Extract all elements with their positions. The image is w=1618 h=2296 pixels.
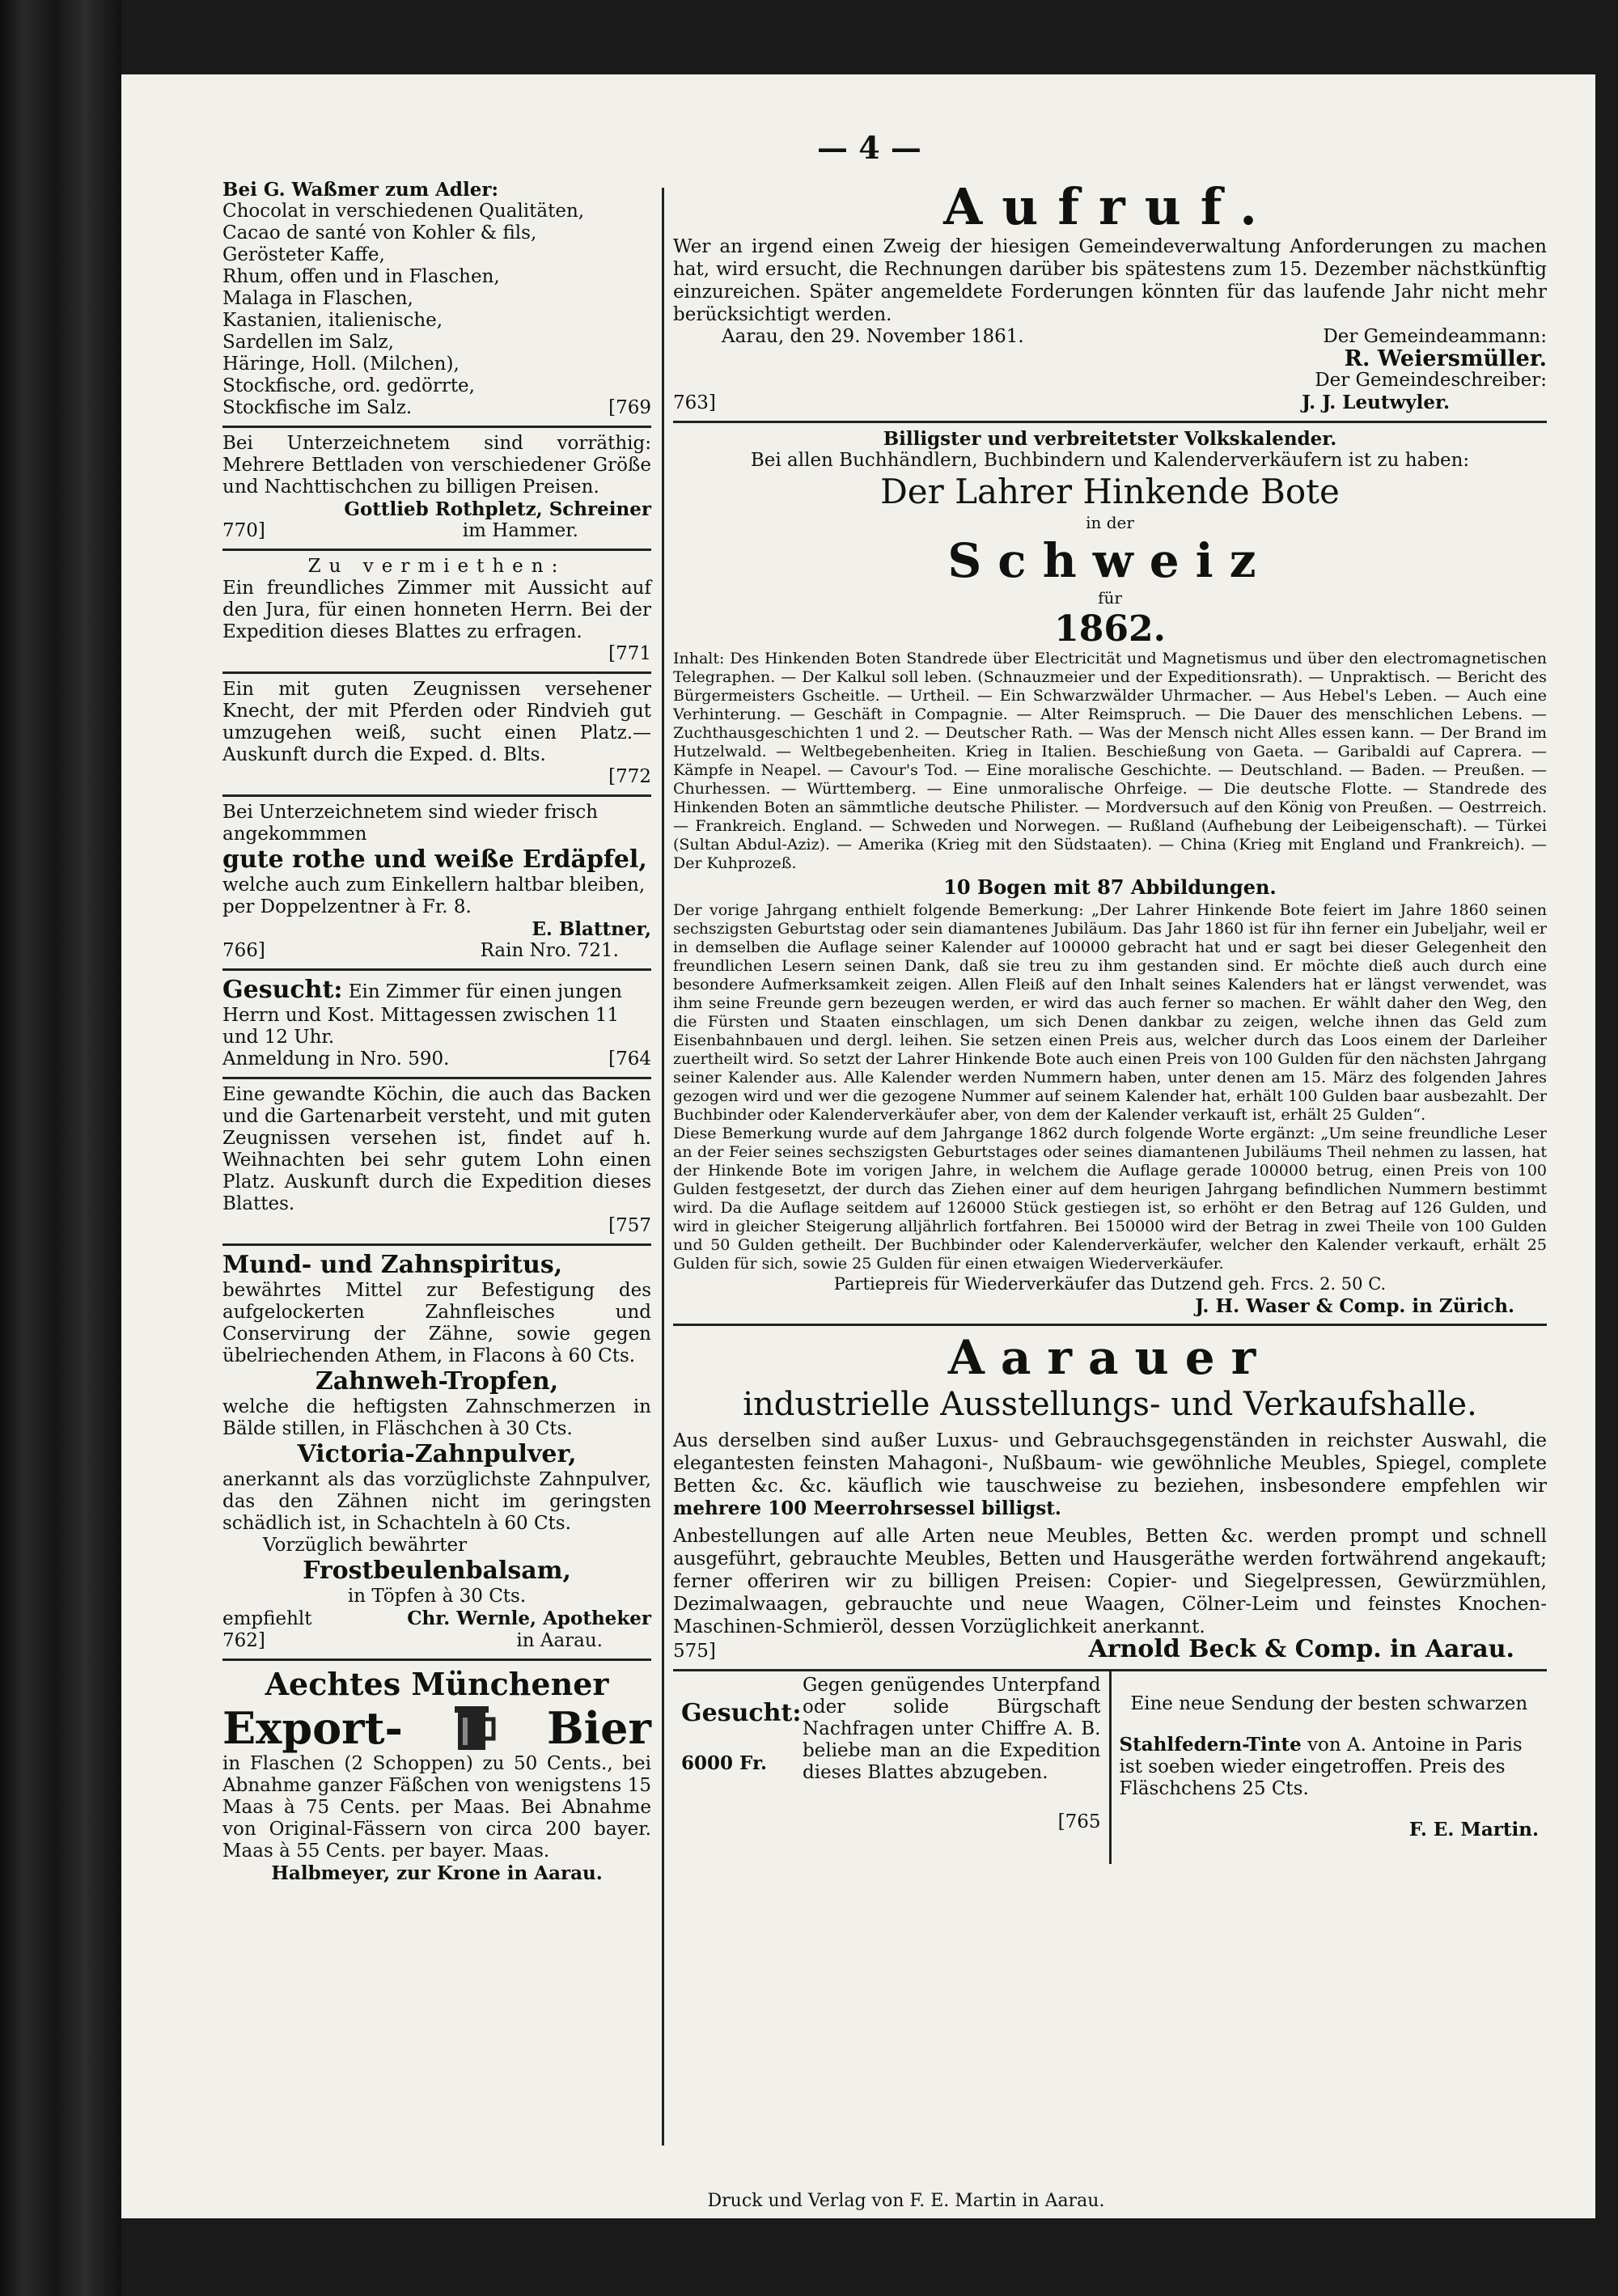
ad-erdaepfel <box>222 797 651 971</box>
kalender-title: Schweiz <box>947 533 1273 588</box>
ad-line: Kastanien, italienische, <box>222 310 443 331</box>
ad-text: bewährtes Mittel zur Befestigung des aufgelockerten Zahnfleisches und Conservirung der Zähne, sowie gegen übelriechenden Athem, in Flacons à 60 Cts. <box>222 1280 651 1366</box>
ad-text: Bei Unterzeichnetem sind wieder frisch angekommmen <box>222 802 599 845</box>
ad-signature: Halbmeyer, zur Krone in Aarau. <box>271 1862 603 1884</box>
ad-place: in Aarau. <box>516 1630 603 1651</box>
ad-signature: E. Blattner, <box>532 918 651 940</box>
ad-title: Bier <box>547 1702 651 1754</box>
ad-line: Chocolat in verschiedenen Qualitäten, <box>222 201 585 222</box>
ad-line: Rhum, offen und in Flaschen, <box>222 266 500 287</box>
ad-number: 575] <box>673 1641 716 1662</box>
ad-number: [764 <box>608 1048 651 1070</box>
ad-text: Bei Unterzeichnetem sind vorräthig: Mehrere Bettladen von verschiedener Größe und Nachttischchen zu billigen Preisen. <box>222 433 651 498</box>
ad-line: Stockfische im Salz. <box>222 397 413 418</box>
right-column <box>673 174 1547 1864</box>
ad-bettladen <box>222 428 651 551</box>
ad-text: Vorzüglich bewährter <box>263 1535 468 1556</box>
ad-text: Anmeldung in Nro. 590. <box>222 1048 450 1070</box>
ad-highlight: Stahlfedern-Tinte <box>1119 1734 1302 1756</box>
kalender-in-der: in der <box>1086 513 1134 532</box>
ad-tinte <box>1109 1671 1548 1864</box>
ad-line: Malaga in Flaschen, <box>222 288 413 309</box>
aarauer-text: Anbestellungen auf alle Arten neue Meubles, Betten &c. werden prompt und schnell ausgeführt, gebrauchte Meubles, Betten und Hausgeräthe werden fortwährend angekauft; ferner offeriren wir zu billigen Preisen: Copier- und Siegelpressen, Gewürzmühlen, Dezimalwaagen, gebrauchte und neue Waagen, Cölner-Leim und feinstes Knochen-Maschinen-Schmieröl, dessen Vorzüglichkeit anerkannt. <box>673 1526 1547 1637</box>
kalender-fuer: für <box>1098 588 1122 608</box>
kalender-tagline: Billigster und verbreitetster Volkskalender. <box>883 428 1337 450</box>
ad-text: von A. Antoine in Paris ist soeben wieder eingetroffen. Preis des Fläschchens 25 Cts. <box>1119 1735 1523 1799</box>
ad-line: Gerösteter Kaffe, <box>222 244 385 265</box>
kalender-year: 1862. <box>1054 608 1166 650</box>
ad-number: 770] <box>222 520 265 541</box>
aufruf-name: R. Weiersmüller. <box>1344 346 1547 371</box>
kalender-sheets: 10 Bogen mit 87 Abbildungen. <box>943 875 1277 899</box>
ad-headline: gute rothe und weiße Erdäpfel, <box>222 845 647 874</box>
ad-number: [771 <box>608 643 651 664</box>
ad-number: 762] <box>222 1630 265 1651</box>
ad-signature: F. E. Martin. <box>1408 1819 1539 1841</box>
kalender-paragraph: Der vorige Jahrgang enthielt folgende Bemerkung: „Der Lahrer Hinkende Bote feiert im Jahre 1860 seinen sechszigsten Geburtstag oder sein diamantenes Jubiläum. Das Jahr 1860 ist für ihn ferner ein Jubeljahr, weil er in demselben die Auflage seiner Kalender auf 100000 gebracht hat und er sagt bei dieser Gelegenheit den freundlichen Lesern seinen Dank, daß sie treu zu ihm gestanden sind. Er möchte dieß auch durch eine besondere Aufmerksamkeit zeigen. Allen Fleiß auf den Inhalt seines Kalenders hat er längst verwendet, was ihm seine Freunde gern bezeugen werden, er wird das auch ferner so machen. Er wählt daher den Weg, den die Fürsten und Staaten einschlagen, um sich Denen dankbar zu zeigen, welche ihnen das Geld zum Eisenbahnbauen und dergl. leihen. Sie setzen einen Preis aus, welcher durch das Loos einem der Darleiher zuertheilt wird. So setzt der Lahrer Hinkende Bote auch einen Preis von 100 Gulden für den nächsten Jahrgang seiner Kalender aus. Alle Kalender werden Nummern haben, unter denen am 15. März des folgenden Jahres gezogen wird und wer die gezogene Nummer auf seinem Kalender hat, erhält 100 Gulden baar ausbezahlt. Der Buchbinder oder Kalenderverkäufer aber, von dem der Kalender verkauft ist, erhält 25 Gulden“. <box>673 901 1547 1124</box>
ad-title: Zahnweh-Tropfen, <box>315 1367 559 1396</box>
ad-title: Frostbeulenbalsam, <box>303 1557 571 1585</box>
aarauer-text: Aus derselben sind außer Luxus- und Gebrauchsgegenständen in reichster Auswahl, die elegantesten feinsten Mahagoni-, Nußbaum- wie gewöhnliche Meubles, Spiegel, complete Betten &c. &c. käuflich wie tauschweise zu beziehen, insbesondere empfehlen wir <box>673 1430 1547 1497</box>
ad-koechin <box>222 1079 651 1246</box>
kalender-signature: J. H. Waser & Comp. in Zürich. <box>1195 1295 1514 1317</box>
aarauer-signature: Arnold Beck & Comp. in Aarau. <box>1088 1635 1514 1663</box>
ad-line: Häringe, Holl. (Milchen), <box>222 354 460 375</box>
ad-wassmer <box>222 174 651 428</box>
ad-text: Ein Zimmer für einen jungen Herrn und Kost. Mittagessen zwischen 11 und 12 Uhr. <box>222 981 622 1048</box>
ad-number: [769 <box>608 397 651 418</box>
ad-title: Export- <box>222 1702 403 1754</box>
ad-lead: empfiehlt <box>222 1608 312 1629</box>
ad-number: 766] <box>222 940 265 961</box>
ad-zimmer <box>222 551 651 674</box>
ad-line: Bei G. Waßmer zum Adler: <box>222 179 498 201</box>
kalender-intro: Bei allen Buchhändlern, Buchbindern und Kalenderverkäufern ist zu haben: <box>750 450 1470 471</box>
aarauer-highlight: mehrere 100 Meerrohrsessel billigst. <box>673 1497 1061 1519</box>
ad-text: Gegen genügendes Unterpfand oder solide Bürgschaft Nachfragen unter Chiffre A. B. beliebe man an die Expedition dieses Blattes abzugeben. <box>803 1675 1101 1783</box>
ad-apotheker <box>222 1246 651 1661</box>
ad-text: welche auch zum Einkellern haltbar bleiben, per Doppelzentner à Fr. 8. <box>222 875 646 917</box>
aarauer-subtitle: industrielle Ausstellungs- und Verkaufshalle. <box>743 1386 1477 1423</box>
ad-number: [772 <box>608 766 651 787</box>
ad-number: 763] <box>673 392 716 413</box>
ad-gesucht-zimmer <box>222 971 651 1079</box>
ad-bier <box>222 1661 651 1891</box>
ad-lead: Gesucht: <box>222 976 343 1004</box>
ad-amount: 6000 Fr. <box>681 1752 767 1774</box>
ad-number: [765 <box>1057 1811 1101 1832</box>
ad-kalender <box>673 423 1547 1326</box>
ad-title: Mund- und Zahnspiritus, <box>222 1251 563 1279</box>
beer-mug-icon <box>451 1703 498 1753</box>
aufruf-title: Aufruf. <box>943 177 1277 236</box>
ad-signature: Chr. Wernle, Apotheker <box>407 1608 651 1629</box>
bottom-ads <box>673 1671 1547 1864</box>
aufruf-name: J. J. Leutwyler. <box>1302 392 1450 413</box>
ad-title: Victoria-Zahnpulver, <box>297 1440 577 1468</box>
ad-text: in Flaschen (2 Schoppen) zu 50 Cents., bei Abnahme ganzer Fäßchen von wenigstens 15 Maas à 75 Cents. per Maas. Bei Abnahme von Original-Fässern von circa 200 bayer. Maas à 55 Cents. per bayer. Maas. <box>222 1753 651 1862</box>
ad-place: im Hammer. <box>462 520 578 541</box>
ad-text: Eine gewandte Köchin, die auch das Backen und die Gartenarbeit versteht, und mit guten Zeugnissen versehen ist, findet auf h. Weihnachten bei sehr gutem Lohn einen Platz. Auskunft durch die Expedition dieses Blattes. <box>222 1084 651 1214</box>
book-binding-edge <box>0 0 121 2296</box>
ad-aufruf <box>673 174 1547 423</box>
ad-number: [757 <box>608 1215 651 1236</box>
page-number: — 4 — <box>817 129 921 166</box>
ad-title: Aechtes Münchener <box>265 1666 609 1702</box>
left-column <box>222 174 651 1891</box>
imprint-footer: Druck und Verlag von F. E. Martin in Aarau. <box>707 2191 1105 2211</box>
kalender-paragraph: Diese Bemerkung wurde auf dem Jahrgange 1862 durch folgende Worte ergänzt: „Um seine freundliche Leser an der Feier seines sechszigsten Geburtstages oder seines diamantenen Jubiläums Theil nehmen zu lassen, hat der Hinkende Bote im vorigen Jahre, in welchem die Auflage gerade 100000 betrug, einen Preis von 100 Gulden festgesetzt, der durch das Ziehen einer auf dem heurigen Jahrgang befindlichen Nummern bestimmt wird. Da die Auflage seitdem auf 126000 Stück gestiegen ist, so erhöht er den Betrag auf 126 Gulden, und wird in gleicher Steigerung alljährlich fortfahren. Bei 150000 wird der Betrag in zwei Theile von 100 Gulden und 50 Gulden getheilt. Der Buchbinder oder Kalenderverkäufer, welcher den Kalender verkauft, erhält 25 Gulden für sich, sowie 25 Gulden für einen etwaigen Wiederverkäufer. <box>673 1125 1547 1273</box>
kalender-title: Der Lahrer Hinkende Bote <box>880 472 1340 511</box>
ad-place: Rain Nro. 721. <box>480 940 619 961</box>
ad-aarauer <box>673 1326 1547 1671</box>
ad-line: Stockfische, ord. gedörrte, <box>222 375 475 396</box>
ad-text: Eine neue Sendung der besten schwarzen <box>1130 1693 1528 1714</box>
ad-knecht <box>222 674 651 797</box>
aarauer-title: Aarauer <box>947 1330 1273 1385</box>
aufruf-role: Der Gemeindeschreiber: <box>1315 370 1547 391</box>
kalender-price: Partiepreis für Wiederverkäufer das Dutzend geh. Frcs. 2. 50 C. <box>833 1274 1387 1294</box>
ad-text: Ein mit guten Zeugnissen versehener Knecht, der mit Pferden oder Rindvieh gut umzugehen weiß, sucht einen Platz.— Auskunft durch die Exped. d. Blts. <box>222 679 651 765</box>
ad-lead: Gesucht: <box>681 1699 802 1727</box>
ad-title: Zu vermiethen: <box>307 556 566 577</box>
ad-text: in Töpfen à 30 Cts. <box>347 1586 527 1607</box>
ad-text: anerkannt als das vorzüglichste Zahnpulver, das den Zähnen nicht im geringsten schädlich ist, in Schachteln à 60 Cts. <box>222 1469 651 1534</box>
ad-line: Sardellen im Salz, <box>222 332 394 353</box>
ad-text: Ein freundliches Zimmer mit Aussicht auf den Jura, für einen honneten Herrn. Bei der Expedition dieses Blattes zu erfragen. <box>222 578 651 642</box>
column-divider <box>662 188 664 2146</box>
ad-line: Cacao de santé von Kohler & fils, <box>222 222 537 244</box>
aufruf-date: Aarau, den 29. November 1861. <box>722 326 1024 347</box>
ad-gesucht-geld <box>673 1671 1109 1864</box>
aufruf-role: Der Gemeindeammann: <box>1323 326 1547 347</box>
ad-signature: Gottlieb Rothpletz, Schreiner <box>344 498 651 520</box>
ad-text: welche die heftigsten Zahnschmerzen in Bälde stillen, in Fläschchen à 30 Cts. <box>222 1396 651 1439</box>
kalender-contents: Inhalt: Des Hinkenden Boten Standrede über Electricität und Magnetismus und über den electromagnetischen Telegraphen. — Der Kalkul soll leben. (Schnauzmeier und der Expeditionsrath). — Unpraktisch. — Bericht des Bürgermeisters Gscheitle. — Urtheil. — Ein Schwarzwälder Uhrmacher. — Aus Hebel's Leben. — Auch eine Verhinterung. — Geschäft in Compagnie. — Alter Reimspruch. — Die Dauer des menschlichen Lebens. — Zuchthausgeschichten 1 und 2. — Deutscher Rath. — Was der Mensch nicht Alles essen kann. — Der Brand im Hutzelwald. — Weltbegebenheiten. Krieg in Italien. Beschießung von Gaeta. — Garibaldi auf Caprera. — Kämpfe in Neapel. — Cavour's Tod. — Eine moralische Geschichte. — Deutschland. — Baden. — Preußen. — Churhessen. — Württemberg. — Eine unmoralische Ohrfeige. — Die deutsche Flotte. — Standrede des Hinkenden Boten an sämmtliche deutsche Philister. — Mordversuch auf den König von Preußen. — Oestrreich. — Frankreich. England. — Schweden und Norwegen. — Rußland (Aufhebung der Leibeigenschaft). — Türkei (Sultan Abdul-Aziz). — Amerika (Krieg mit den Südstaaten). — China (Krieg mit England und Frankreich). — Der Kuhprozeß. <box>673 650 1547 872</box>
aufruf-text: Wer an irgend einen Zweig der hiesigen Gemeindeverwaltung Anforderungen zu machen hat, wird ersucht, die Rechnungen darüber bis spätestens zum 15. Dezember nächstkünftig einzureichen. Später angemeldete Forderungen könnten für das laufende Jahr nicht mehr berücksichtigt werden. <box>673 236 1547 325</box>
